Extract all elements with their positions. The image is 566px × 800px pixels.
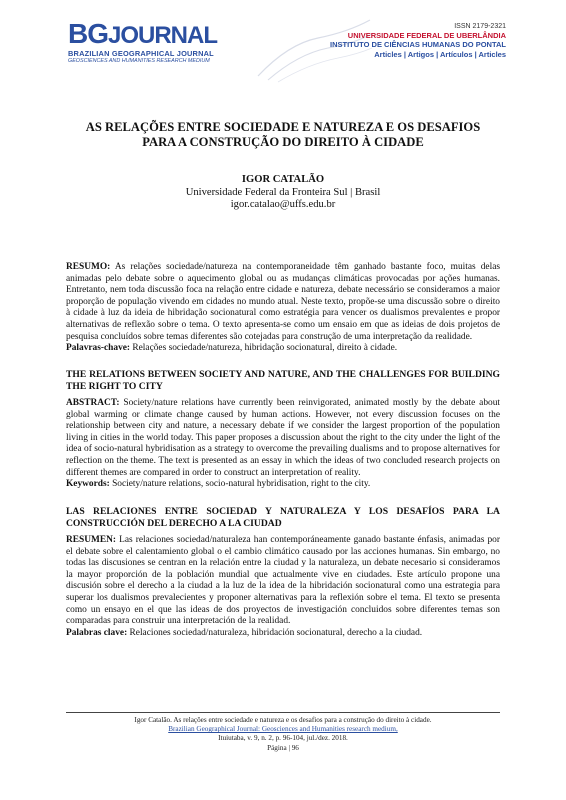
footer-divider (66, 712, 500, 713)
palavras-chave-label: Palavras-chave: (66, 343, 131, 354)
resumen-text: Las relaciones sociedad/naturaleza han contemporáneamente ganado bastante énfasis, animadas por el debate sobre el calentamiento global o el cambio climático causado por las acciones humanas. Sin embargo, no todas las discusiones se centran en la relación entre la ciudad y la naturaleza, un debate necesario si consideramos la mayor proporción de la población mundial que actualmente vive en ciudades. Este artículo propone una discusión sobre el derecho a la ciudad a la luz de la idea de la hibridación socionatural como una estrategia para superar los dualismos prevalecientes y proponer alternativas para la reflexión sobre el tema. El texto se presenta como un ensayo en el que las ideas de dos proyectos de investigación concluidos sobre diferentes temas son comparadas para construir una interpretación de la realidad. (66, 535, 500, 627)
title-line: AS RELAÇÕES ENTRE SOCIEDADE E NATUREZA E OS DESAFIOS (85, 120, 481, 134)
logo-tagline: GEOSCIENCES AND HUMANITIES RESEARCH MEDIUM (68, 58, 210, 64)
abstract-text: Society/nature relations have currently been reinvigorated, animated mostly by the debate about global warming or climate change caused by human actions. However, not every discussion focuses on the relationship between city and nature, a necessary debate if we consider the largest proportion of the population living in cities in the world today. This paper proposes a discussion about the right to the city under the light of the idea of socio-natural hybridisation as a strategy to overcome the prevailing dualisms and to propose alternatives for reflection on the theme. The text is presented as an essay in which the ideas of two concluded research projects on different themes are compared in order to construct an interpretation of reality. (66, 398, 501, 478)
resumen-section (66, 535, 500, 639)
resumo-label: RESUMO: (66, 262, 111, 272)
logo-bg: BG (68, 18, 108, 49)
resumo-text: As relações sociedade/natureza na contemporaneidade têm ganhado bastante foco, muitas delas animadas pelo debate sobre o aquecimento global ou as mudanças climáticas provocadas por ações humanas. Entretanto, nem toda discussão foca na relação entre cidade e natureza, debate necessário se consideramos a maior proporção de população vivendo em cidades no mundo atual. Neste texto, propõe-se uma discussão sobre o direito à cidade à luz da ideia de hibridação socionatural como estratégia para vencer os dualismos prevalentes e propor alternativas de reflexão sobre o tema. O texto apresenta-se como um ensaio em que as ideias de dois projetos de pesquisa concluídos sobre temas diferentes são cotejadas para construção de uma interpretação da realidade. (66, 262, 501, 342)
author-affiliation: Universidade Federal da Fronteira Sul | Brasil (185, 186, 381, 198)
spanish-heading: LAS RELACIONES ENTRE SOCIEDAD Y NATURALEZA Y LOS DESAFÍOS PARA LA CONSTRUCCIÓN DEL DERECHO A LA CIUDAD (66, 506, 500, 529)
author-name: IGOR CATALÃO (241, 174, 325, 185)
journal-link[interactable]: Brazilian Geographical Journal: Geosciences and Humanities research medium, (168, 725, 398, 734)
issn: ISSN 2179-2321 (454, 23, 506, 30)
author-block (60, 174, 506, 212)
title-line: PARA A CONSTRUÇÃO DO DIREITO À CIDADE (142, 135, 424, 149)
journal-header (0, 0, 566, 90)
palabras-clave: Relaciones sociedad/naturaleza, hibridación socionatural, derecho a la ciudad. (129, 627, 423, 638)
abstract-section (66, 398, 500, 491)
author-email[interactable]: igor.catalao@uffs.edu.br (230, 199, 336, 210)
palavras-chave: Relações sociedade/natureza, hibridação socionatural, direito à cidade. (132, 343, 398, 354)
logo-wordmark (68, 20, 228, 50)
page-number: Página | 96 (267, 743, 299, 752)
abstract-label: ABSTRACT: (66, 398, 120, 408)
logo-journal: JOURNAL (108, 22, 218, 49)
institution-block (330, 22, 506, 61)
article-title (60, 120, 506, 150)
article-type-label: Articles | Artigos | Artículos | Articles (374, 50, 506, 59)
logo-subtitle: BRAZILIAN GEOGRAPHICAL JOURNAL (68, 49, 214, 58)
keywords-label: Keywords: (66, 479, 110, 490)
university-name: UNIVERSIDADE FEDERAL DE UBERLÂNDIA (347, 31, 506, 40)
page-footer (66, 716, 500, 753)
journal-logo (68, 20, 228, 65)
resumo-section (66, 262, 500, 355)
institute-name: INSTITUTO DE CIÊNCIAS HUMANAS DO PONTAL (330, 40, 506, 49)
palabras-clave-label: Palabras clave: (66, 627, 128, 638)
footer-citation: Igor Catalão. As relações entre sociedade e natureza e os desafios para a construção do direito à cidade. (134, 716, 432, 724)
english-heading: THE RELATIONS BETWEEN SOCIETY AND NATURE, AND THE CHALLENGES FOR BUILDING THE RIGHT TO CITY (66, 369, 500, 392)
resumen-label: RESUMEN: (66, 535, 117, 545)
keywords: Society/nature relations, socio-natural hybridisation, right to the city. (112, 479, 371, 490)
footer-volume: Ituiutaba, v. 9, n. 2, p. 96-104, jul./dez. 2018. (218, 734, 348, 743)
